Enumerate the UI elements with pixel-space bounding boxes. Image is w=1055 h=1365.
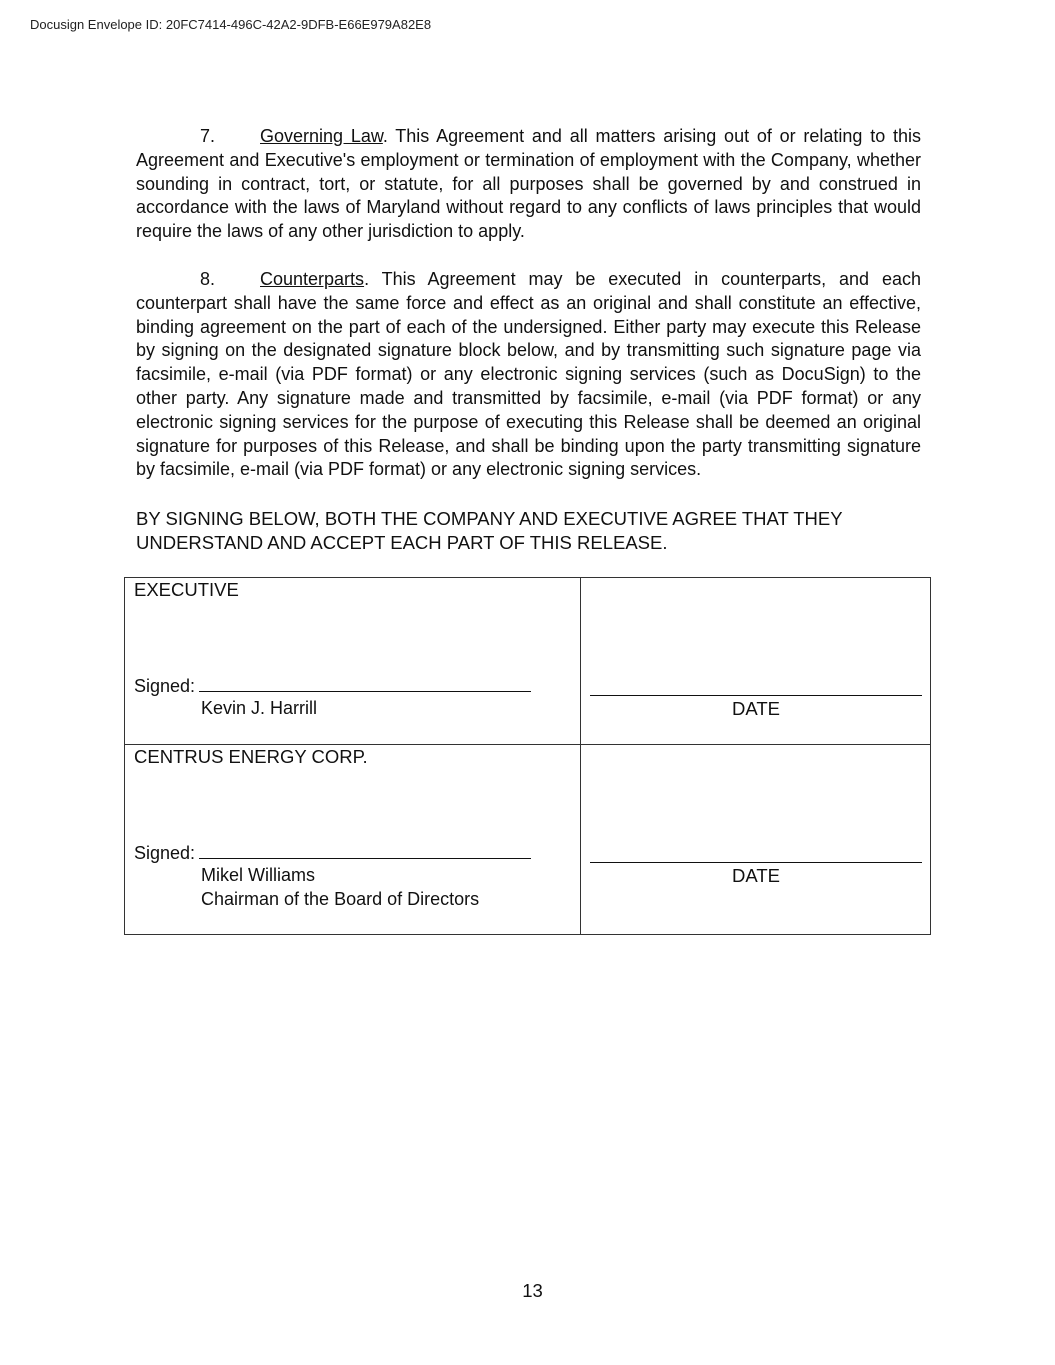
docusign-envelope-id: Docusign Envelope ID: 20FC7414-496C-42A2-9DFB-E66E979A82E8 <box>30 17 432 32</box>
date-line[interactable] <box>590 695 922 696</box>
signed-label: Signed: <box>134 843 196 863</box>
signature-line[interactable] <box>134 841 531 864</box>
date-cell <box>581 578 931 745</box>
signed-label: Signed: <box>134 676 196 696</box>
party-label: CENTRUS ENERGY CORP. <box>134 746 368 767</box>
signature-cell <box>125 578 581 745</box>
section-text: . This Agreement may be executed in counterparts, and each counterpart shall have the same force and effect as an original and shall constitute an effective, binding agreement on the part of each of the undersigned. Either party may execute this Release by signing on the designated signature block below, and by transmitting such signature page via facsimile, e-mail (via PDF format) or any electronic signing services (such as DocuSign) to the other party. Any signature made and transmitted by facsimile, e-mail (via PDF format) or any electronic signing services for the purpose of executing this Release shall be deemed an original signature for purposes of this Release, and shall be binding upon the party transmitting signature by facsimile, e-mail (via PDF format) or any electronic signing services. <box>136 269 921 480</box>
acknowledgement-statement: BY SIGNING BELOW, BOTH THE COMPANY AND EXECUTIVE AGREE THAT THEY UNDERSTAND AND ACCEPT EACH PART OF THIS RELEASE. <box>136 508 843 553</box>
signatory-name: Mikel Williams <box>201 865 315 885</box>
signature-line[interactable] <box>134 674 531 697</box>
date-line[interactable] <box>590 862 922 863</box>
page-number: 13 <box>522 1280 543 1301</box>
date-label: DATE <box>732 698 780 719</box>
signature-cell <box>125 745 581 935</box>
section-counterparts <box>136 268 921 482</box>
section-number: 7. <box>200 126 216 146</box>
party-label: EXECUTIVE <box>134 579 239 600</box>
signature-row-company <box>125 745 931 935</box>
signature-row-executive <box>125 578 931 745</box>
signature-rule[interactable] <box>199 674 531 692</box>
section-heading: Governing Law <box>260 126 383 146</box>
signature-table <box>124 577 931 935</box>
section-number: 8. <box>200 269 216 289</box>
signatory-name: Kevin J. Harrill <box>201 698 318 718</box>
section-governing-law <box>136 125 921 244</box>
signature-rule[interactable] <box>199 841 531 859</box>
signatory-title: Chairman of the Board of Directors <box>201 889 480 909</box>
date-cell <box>581 745 931 935</box>
date-label: DATE <box>732 865 780 886</box>
section-heading: Counterparts <box>260 269 365 289</box>
section-text: . This Agreement and all matters arising out of or relating to this Agreement and Executive's employment or termination of employment with the Company, whether sounding in contract, tort, or statute, for all purposes shall be governed by and construed in accordance with the laws of Maryland without regard to any conflicts of laws principles that would require the laws of any other jurisdiction to apply. <box>136 126 921 242</box>
